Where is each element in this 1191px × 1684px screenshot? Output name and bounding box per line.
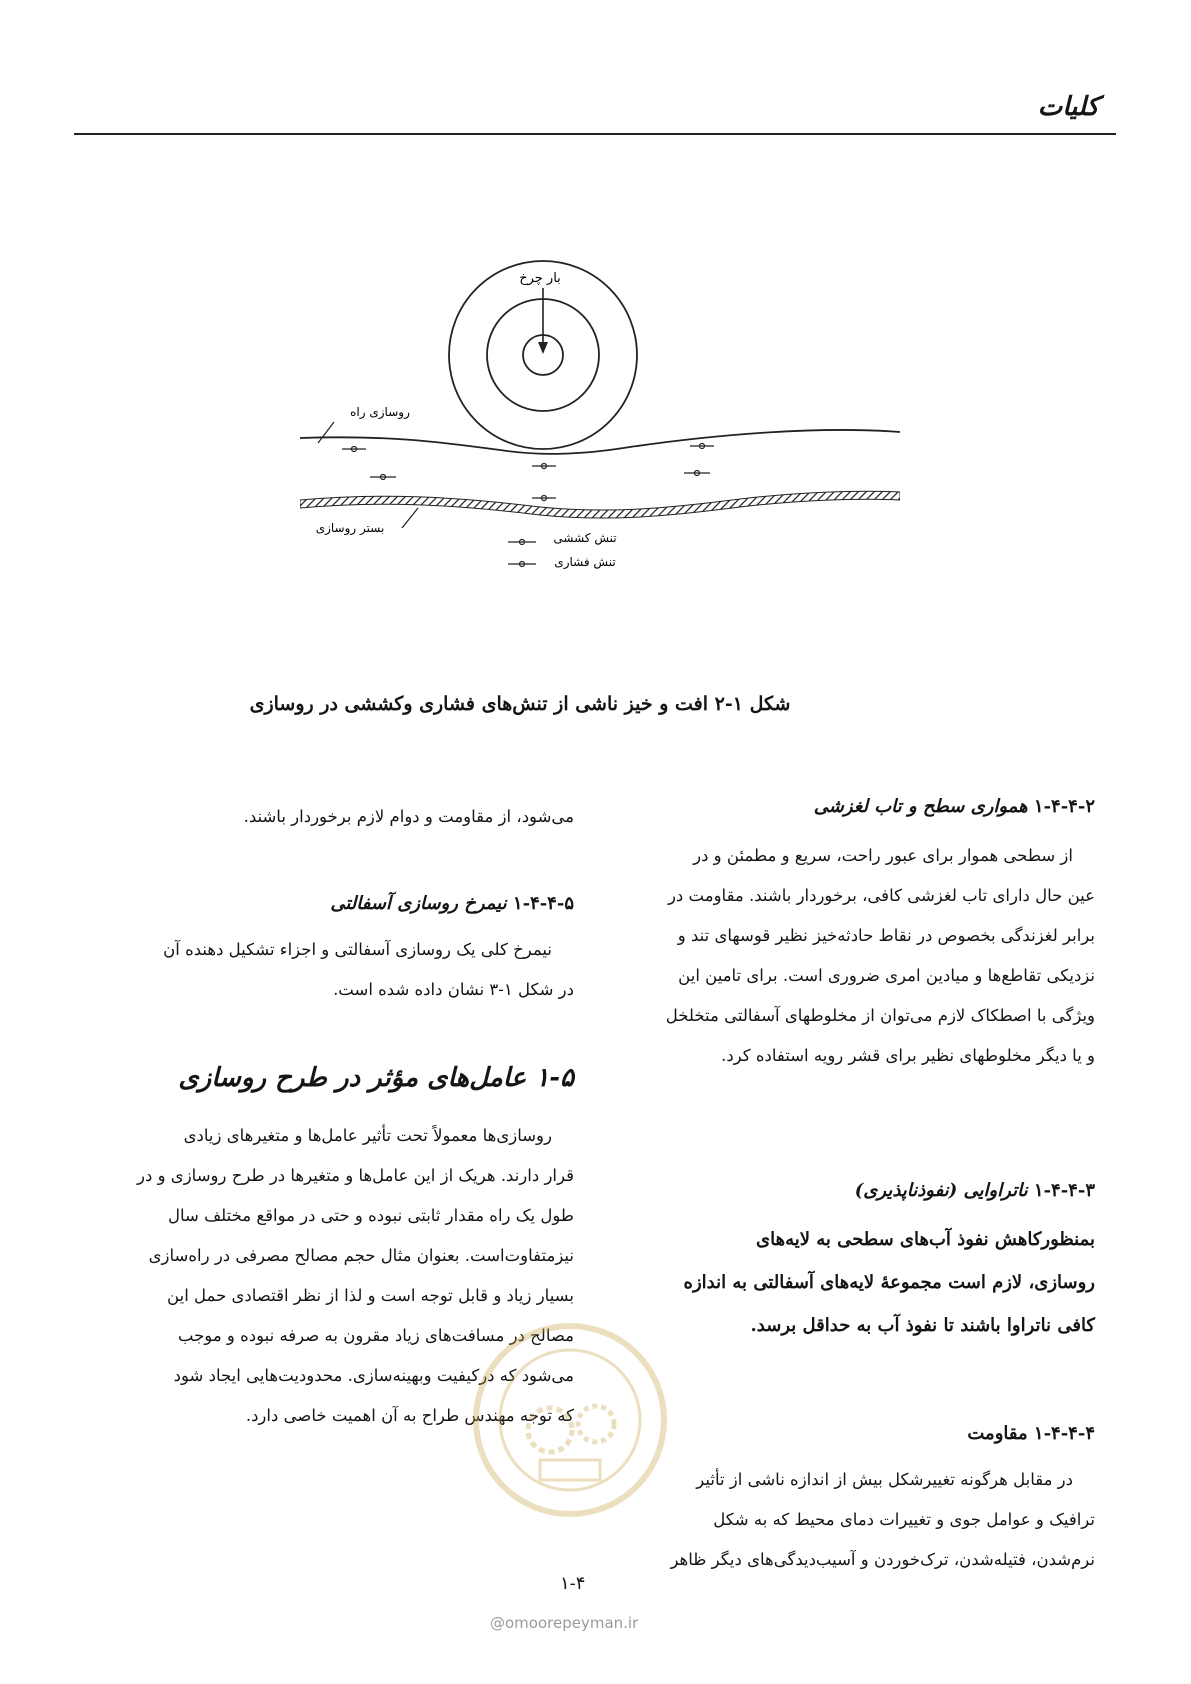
legend-compression-symbol <box>508 562 536 567</box>
road-label-leader <box>318 422 334 443</box>
legend-compression-label: تنش فشاری <box>554 555 616 569</box>
section-1-4-4-5-body <box>74 930 574 1010</box>
paragraph-line: ویژگی با اصطکاک لازم می‌توان از مخلوطهای آسفالتی متخلخل <box>665 1006 1095 1025</box>
subgrade-tension-marker <box>532 496 556 501</box>
website-url: omoorepeyman.ir <box>505 1614 639 1632</box>
section-number: ۱-۴-۴-۵ <box>512 893 574 914</box>
at-icon: @ <box>490 1614 505 1632</box>
section-title: ناتراوایی (نفوذناپذیری) <box>854 1180 1028 1201</box>
paragraph-line: بمنظورکاهش نفوذ آب‌های سطحی به لایه‌های <box>756 1229 1095 1250</box>
section-1-4-4-2-heading <box>590 796 1095 817</box>
paragraph-line: در شکل ۱-۳ نشان داده شده است. <box>333 980 574 999</box>
section-number: ۱-۴-۴-۳ <box>1033 1180 1095 1201</box>
section-number: ۱-۴-۴-۴ <box>1033 1423 1095 1444</box>
website-watermark <box>490 1614 638 1632</box>
subgrade-hatch <box>300 491 900 518</box>
paragraph-line: طول یک راه مقدار ثابتی نبوده و حتی در مواقع مختلف سال <box>167 1206 574 1225</box>
page-number: ۱-۴ <box>560 1573 586 1594</box>
legend-tension-symbol <box>508 540 536 545</box>
paragraph-line: و یا دیگر مخلوطهای نظیر برای قشر رویه استفاده کرد. <box>721 1046 1095 1065</box>
header-rule <box>74 133 1116 135</box>
section-title: نیمرخ روسازی آسفالتی <box>330 893 507 914</box>
subgrade-label-leader <box>402 508 418 528</box>
compression-markers <box>342 444 714 480</box>
section-1-4-4-2-body <box>590 836 1095 1076</box>
paragraph-line: در مقابل هرگونه تغییرشکل بیش از اندازه ناشی از تأثیر <box>696 1470 1073 1489</box>
paragraph-line: عین حال دارای تاب لغزشی کافی، برخوردار باشند. مقاومت در <box>667 886 1095 905</box>
section-title: مقاومت <box>967 1423 1028 1444</box>
paragraph-line: می‌شود که درکیفیت وبهینه‌سازی. محدودیت‌هایی ایجاد شود <box>173 1366 574 1385</box>
paragraph-line: نزدیکی تقاطع‌ها و میادین امری ضروری است. برای تامین این <box>678 966 1095 985</box>
road-surface-line <box>300 430 900 454</box>
section-1-5-heading <box>74 1063 574 1093</box>
paragraph-line: نرم‌شدن، فتیله‌شدن، ترک‌خوردن و آسیب‌دیدگی‌های دیگر ظاهر <box>670 1550 1095 1569</box>
paragraph-line: بسیار زیاد و قابل توجه است و لذا از نظر اقتصادی حمل این <box>167 1286 574 1305</box>
paragraph-line: مصالح در مسافت‌های زیاد مقرون به صرفه نبوده و موجب <box>177 1326 574 1345</box>
load-arrow-head <box>538 342 548 354</box>
paragraph-line: برابر لغزندگی بخصوص در نقاط حادثه‌خیز نظیر قوسهای تند و <box>677 926 1095 945</box>
section-number: ۱-۵ <box>535 1063 574 1093</box>
paragraph-line: قرار دارند. هریک از این عامل‌ها و متغیرها در طرح روسازی و در <box>137 1166 574 1185</box>
road-surface-label: روسازی راه <box>350 405 410 419</box>
paragraph-line: نیمرخ کلی یک روسازی آسفالتی و اجزاء تشکیل دهنده آن <box>163 940 552 959</box>
wheel-load-figure <box>300 250 900 650</box>
paragraph-line: نیزمتفاوت‌است. بعنوان مثال حجم مصالح مصرفی در راه‌سازی <box>148 1246 574 1265</box>
legend-tension-label: تنش کششی <box>553 531 617 545</box>
section-number: ۱-۴-۴-۲ <box>1033 796 1095 817</box>
section-1-4-4-3-heading <box>590 1180 1095 1201</box>
page-header-title: کلیات <box>1037 92 1099 122</box>
watermark-seal <box>470 1320 670 1520</box>
section-title: همواری سطح و تاب لغزشی <box>813 796 1028 817</box>
figure-caption: شکل ۱-۲ افت و خیز ناشی از تنش‌های فشاری وکششی در روسازی <box>249 693 791 715</box>
paragraph-line: کافی ناتراوا باشند تا نفوذ آب به حداقل برسد. <box>750 1315 1095 1336</box>
section-1-4-4-5-heading <box>74 893 574 914</box>
section-title: عامل‌های مؤثر در طرح روسازی <box>178 1063 527 1093</box>
wheel-load-label: بار چرخ <box>519 271 561 286</box>
paragraph-line: روسازی‌ها معمولاً تحت تأثیر عامل‌ها و متغیرهای زیادی <box>183 1126 552 1145</box>
continuation-line: می‌شود، از مقاومت و دوام لازم برخوردار باشند. <box>243 807 574 826</box>
paragraph-line: ترافیک و عوامل جوی و تغییرات دمای محیط که به شکل <box>713 1510 1095 1529</box>
paragraph-line: از سطحی هموار برای عبور راحت، سریع و مطمئن و در <box>693 846 1073 865</box>
paragraph-line: که توجه مهندس طراح به آن اهمیت خاصی دارد. <box>245 1406 574 1425</box>
paragraph-line: روسازی، لازم است مجموعهٔ لایه‌های آسفالتی به اندازه <box>683 1272 1095 1293</box>
subgrade-label: بستر روسازی <box>315 521 385 535</box>
